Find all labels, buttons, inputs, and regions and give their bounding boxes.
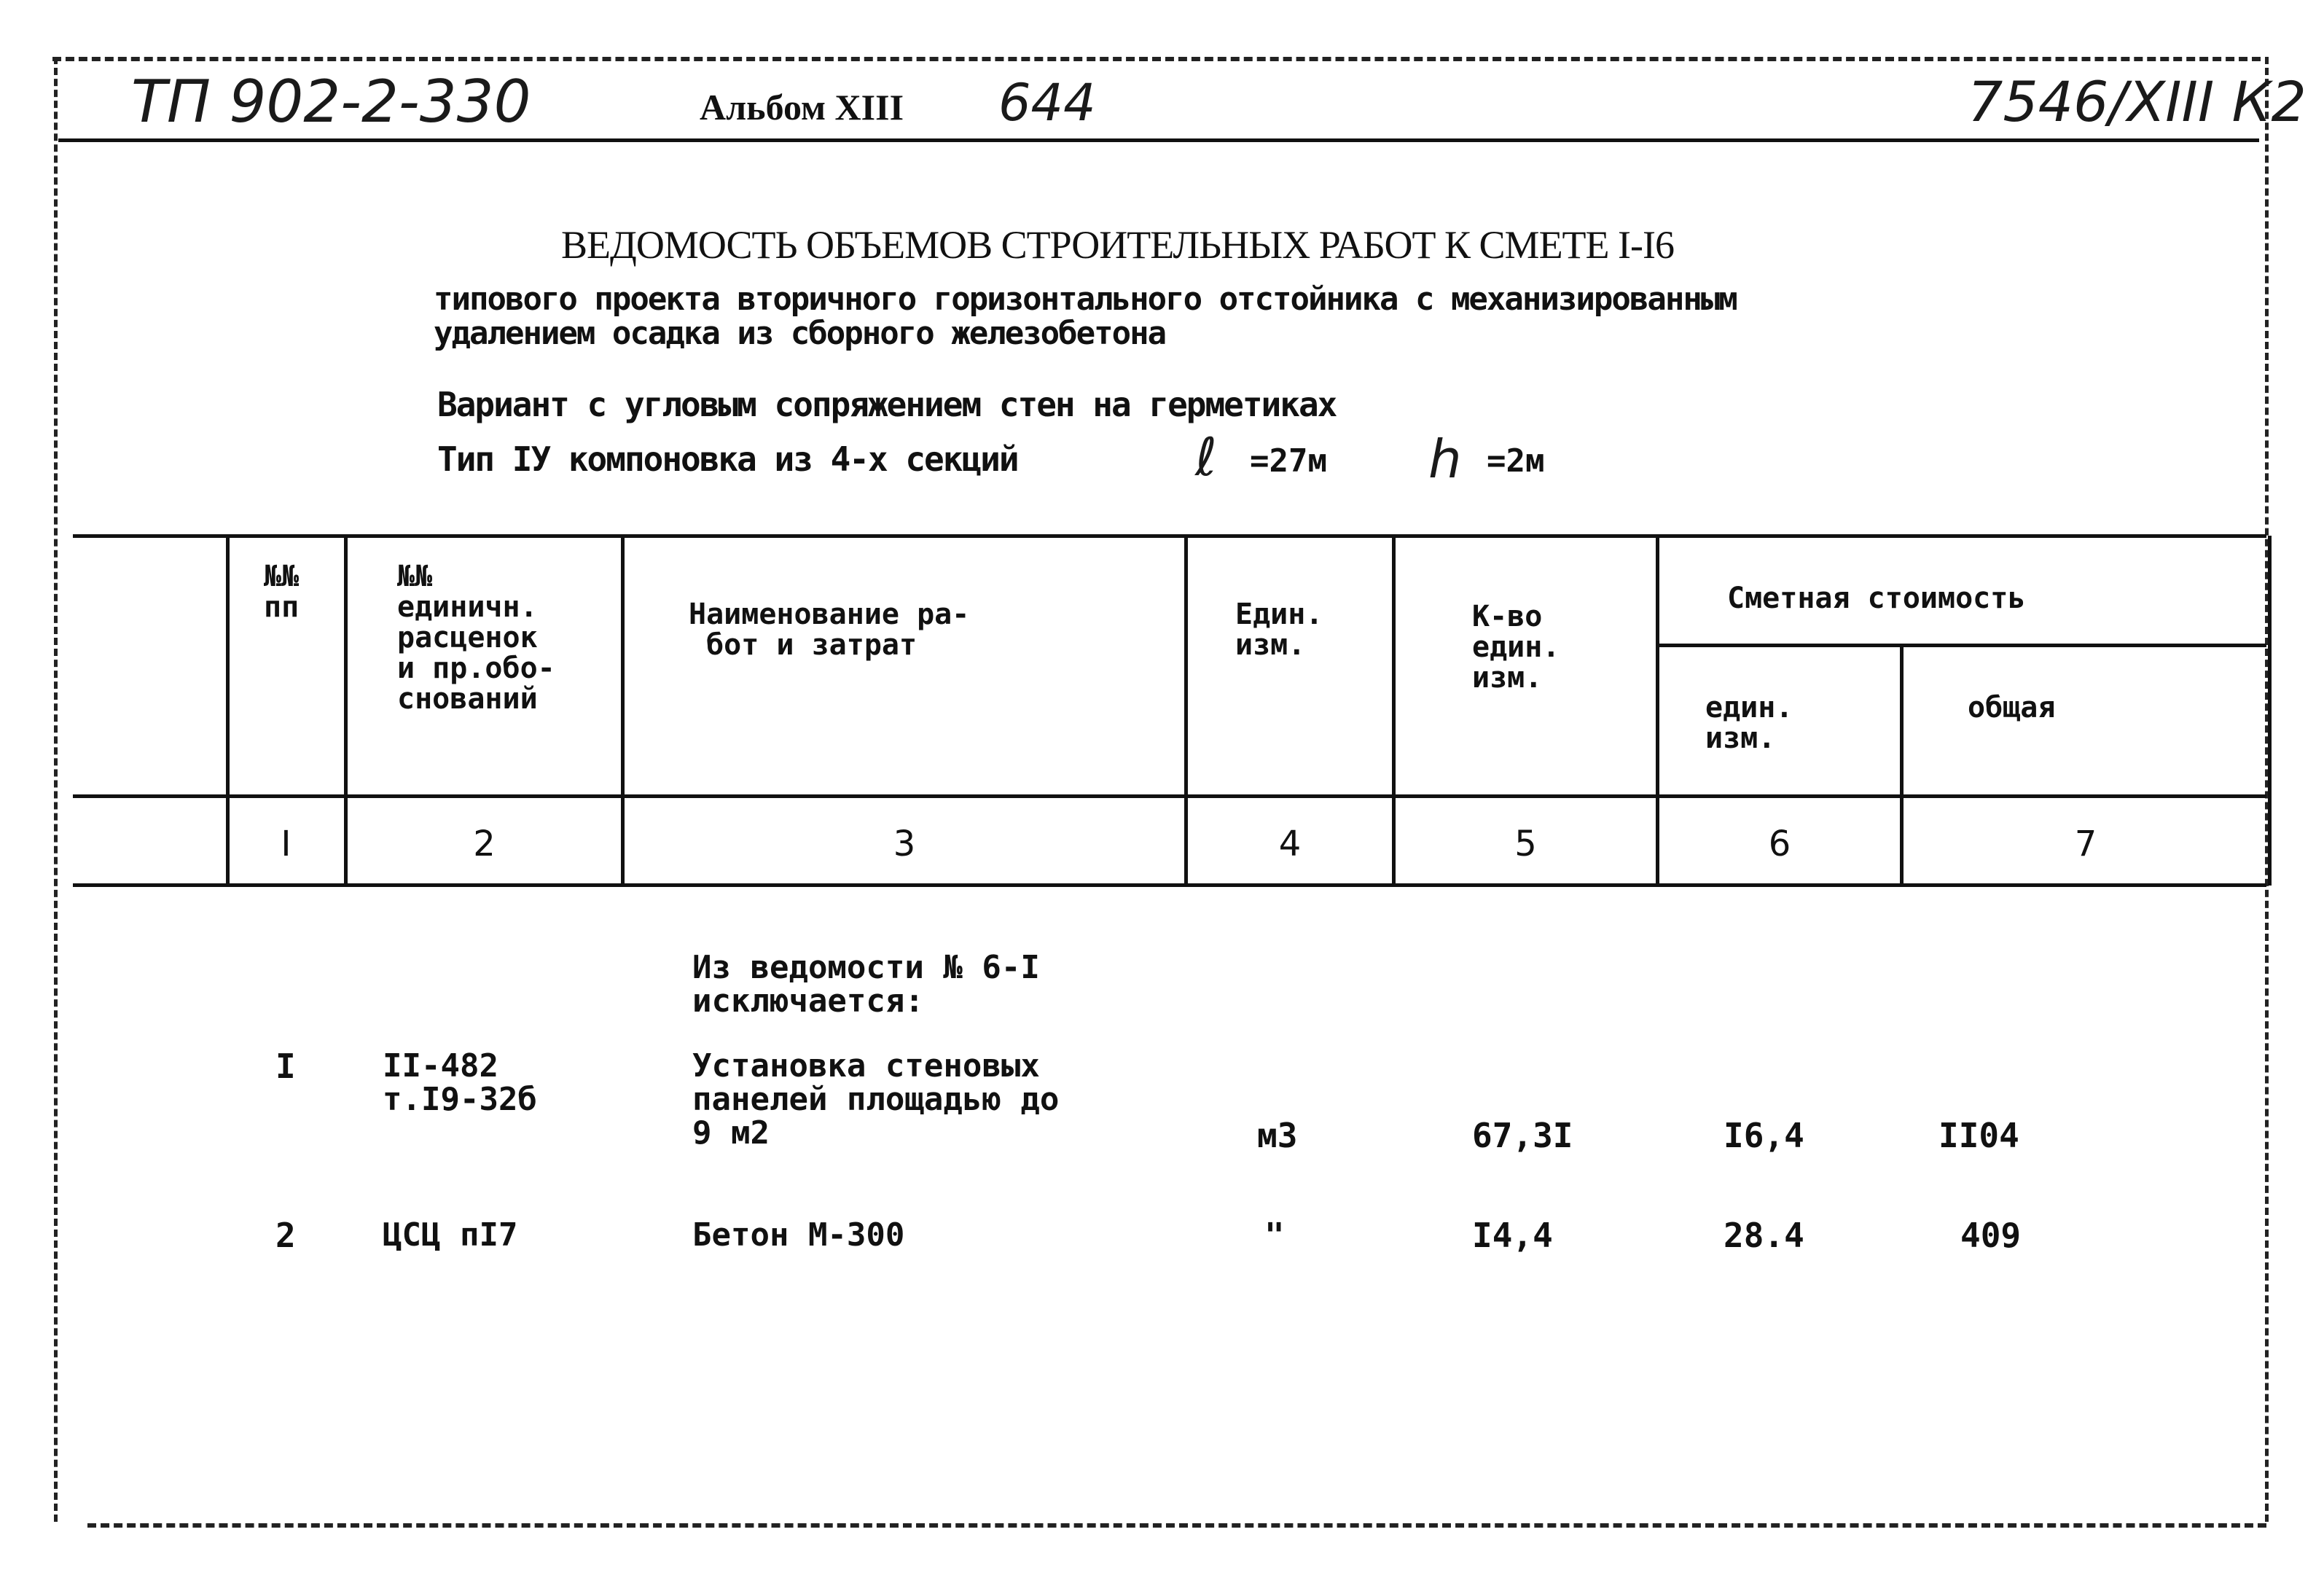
col-divider-7 xyxy=(2268,536,2272,886)
row-number: I xyxy=(275,1047,296,1086)
section-note: Из ведомости № 6-I исключается: xyxy=(692,949,1040,1020)
colnum-5: 5 xyxy=(1514,824,1537,864)
frame-bottom xyxy=(87,1523,2266,1528)
cost-subheader-line xyxy=(1658,644,2266,647)
frame-top xyxy=(52,57,2261,61)
header-bottom-line xyxy=(73,794,2266,798)
album-label: Альбом XIII xyxy=(700,87,904,128)
colnum-bottom-line xyxy=(73,883,2266,887)
subtitle-line-2: удалением осадка из сборного железобетона xyxy=(434,315,1166,352)
frame-left xyxy=(54,57,58,1522)
row-number: 2 xyxy=(275,1216,296,1255)
colnum-1: I xyxy=(281,824,292,864)
colnum-7: 7 xyxy=(2074,824,2097,864)
row-quantity: 67,3I xyxy=(1472,1116,1573,1155)
row-quantity: I4,4 xyxy=(1472,1216,1553,1255)
colnum-2: 2 xyxy=(473,824,496,864)
length-value: =27м xyxy=(1250,442,1327,480)
document-title: ВЕДОМОСТЬ ОБЪЕМОВ СТРОИТЕЛЬНЫХ РАБОТ К СМЕТЕ I-I6 xyxy=(561,223,1674,267)
height-symbol: h xyxy=(1428,429,1462,490)
variant-text: Вариант с угловым сопряжением стен на герметиках xyxy=(437,385,1337,424)
colnum-3: 3 xyxy=(893,824,916,864)
length-symbol: ℓ xyxy=(1195,426,1217,488)
album-page-number: 644 xyxy=(998,73,1096,133)
row-unit-price: 28.4 xyxy=(1724,1216,1804,1255)
colnum-4: 4 xyxy=(1278,824,1302,864)
row-unit: " xyxy=(1264,1216,1285,1255)
table-top-line xyxy=(73,534,2266,538)
header-quantity: К-во един. изм. xyxy=(1472,600,1560,695)
header-total: общая xyxy=(1968,691,2056,724)
header-work-name: Наименование ра- бот и затрат xyxy=(689,598,970,662)
project-code: ТП 902-2-330 xyxy=(131,68,531,136)
row-total: II04 xyxy=(1938,1116,2019,1155)
height-value: =2м xyxy=(1487,442,1545,480)
header-rate-code: №№ единичн. расценок и пр.обо- снований xyxy=(397,560,555,716)
row-work-name: Установка стеновых панелей площадью до 9 м2 xyxy=(692,1047,1060,1152)
sheet-code: 7546/XIII К2 xyxy=(1968,69,2307,134)
row-total: 409 xyxy=(1960,1216,2022,1255)
row-unit: м3 xyxy=(1257,1116,1298,1155)
row-unit-price: I6,4 xyxy=(1724,1116,1804,1155)
type-text: Тип IУ компоновка из 4-х секций xyxy=(437,439,1018,479)
colnum-6: 6 xyxy=(1768,824,1791,864)
subtitle-line-1: типового проекта вторичного горизонтального отстойника с механизированным xyxy=(434,281,1737,318)
row-work-name: Бетон М-300 xyxy=(692,1216,905,1254)
header-estimated-cost: Сметная стоимость xyxy=(1727,582,2026,615)
header-unit-price: един. изм. xyxy=(1705,691,1793,755)
header-divider xyxy=(58,138,2259,142)
header-row-number: №№ пп xyxy=(264,560,300,624)
row-rate-code: II-482 т.I9-32б xyxy=(383,1047,537,1118)
header-unit: Един. изм. xyxy=(1235,598,1323,662)
row-rate-code: ЦСЦ пI7 xyxy=(383,1216,518,1254)
